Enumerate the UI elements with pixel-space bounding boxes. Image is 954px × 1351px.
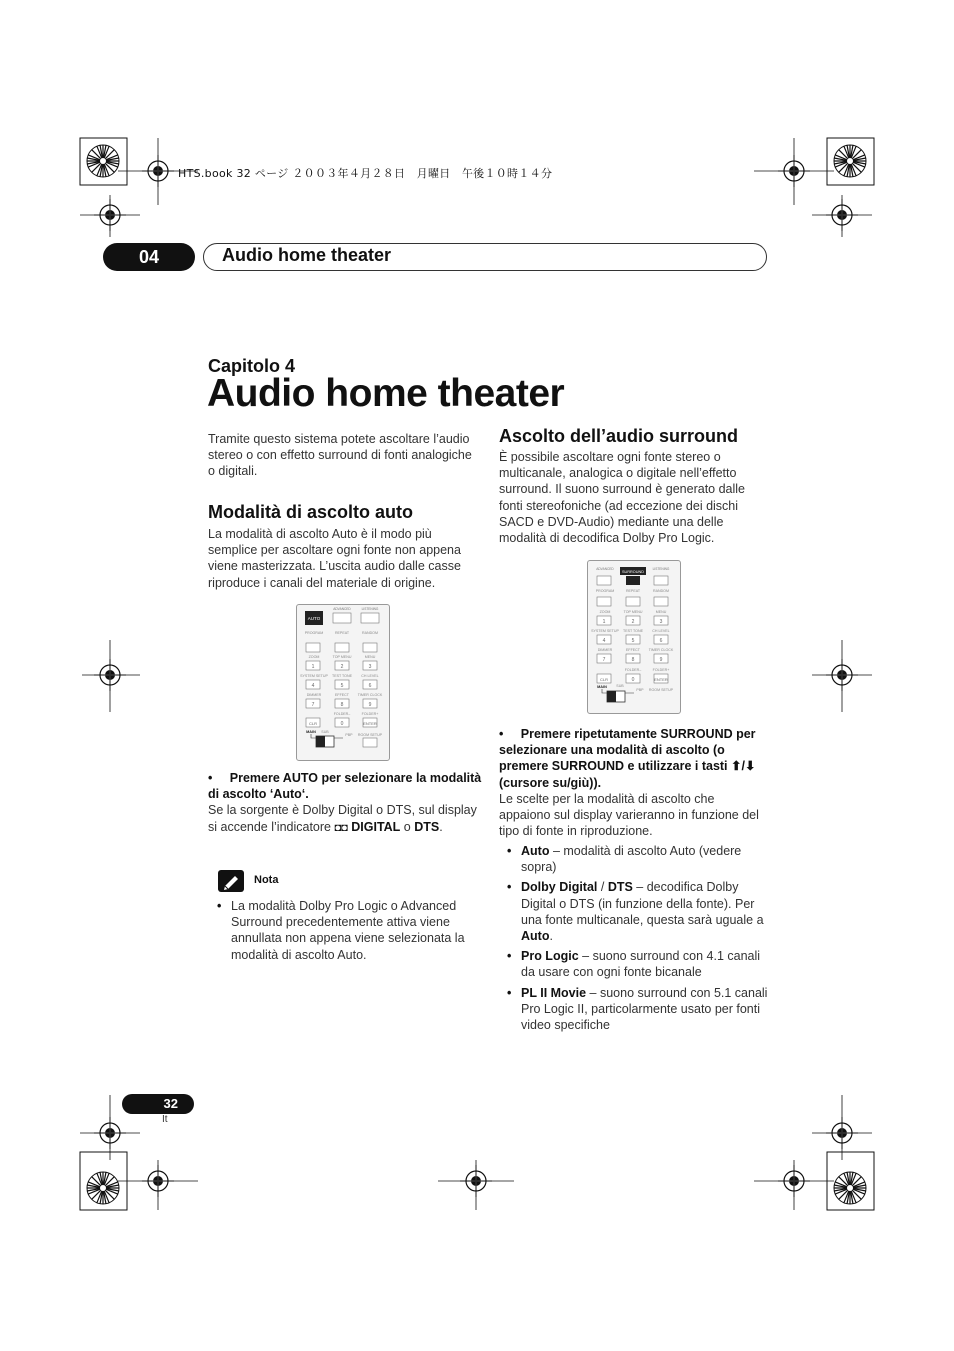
auto-section-body: La modalità di ascolto Auto è il modo più semplice per ascoltare ogni fonte non appena viene masterizzata. L’uscita audio dalle casse riproduce i canali del materiale di origine. [208, 527, 461, 590]
surround-step-note: Le scelte per la modalità di ascolto che appaiono sul display varieranno in funzione del tipo di fonte in riproduzione. [499, 791, 759, 839]
svg-text:8: 8 [631, 657, 635, 663]
svg-text:MENU: MENU [655, 610, 667, 614]
svg-text:TOP MENU: TOP MENU [623, 610, 643, 614]
svg-text:ADVANCED: ADVANCED [596, 567, 614, 571]
svg-text:9: 9 [659, 657, 663, 663]
note-text: • La modalità Dolby Pro Logic o Advanced Surround precedentemente attiva viene annullata non appena viene selezionata la modalità di ascolto Auto. [231, 898, 479, 963]
svg-text:TIMER CLOCK: TIMER CLOCK [648, 648, 674, 652]
note-pencil-icon [218, 870, 244, 892]
svg-text:CLR: CLR [599, 677, 609, 682]
svg-text:1: 1 [311, 664, 315, 670]
auto-step-instruction: Premere AUTO per selezionare la modalità di ascolto ‘Auto‘. [208, 771, 482, 802]
svg-text:DIMMER: DIMMER [306, 693, 322, 697]
svg-text:LISTENING: LISTENING [652, 567, 670, 571]
svg-text:FOLDER+: FOLDER+ [361, 712, 379, 716]
svg-text:ZOOM: ZOOM [599, 610, 611, 614]
svg-text:7: 7 [602, 657, 606, 663]
svg-text:FOLDER+: FOLDER+ [652, 668, 670, 672]
svg-text:AUTO: AUTO [307, 616, 321, 621]
surround-section-body: È possibile ascoltare ogni fonte stereo o multicanale, analogica o digitale nell’effetto surround. Il suono surround è generato dalle fonti stereofoniche (ad eccezione dei dischi SACD e DVD-Audio) mediante una delle modalità di decodifica Dolby Pro Logic. [499, 450, 745, 546]
svg-text:MAIN: MAIN [306, 730, 316, 734]
svg-text:TEST TONE: TEST TONE [623, 629, 643, 633]
auto-section-heading: Modalità di ascolto auto [208, 502, 414, 522]
auto-step-note-pre: Se la sorgente è Dolby Digital o DTS, sul display si accende l’indicatore [208, 803, 477, 834]
svg-text:2: 2 [631, 619, 635, 625]
svg-text:SUB: SUB [616, 684, 624, 688]
mode-item: • Auto – modalità di ascolto Auto (vedere sopra) [521, 843, 771, 875]
svg-text:CH LEVEL: CH LEVEL [652, 629, 670, 633]
svg-text:4: 4 [602, 638, 606, 644]
svg-text:ROOM SETUP: ROOM SETUP [648, 688, 674, 692]
svg-text:ZOOM: ZOOM [308, 655, 320, 659]
mode-item: • Dolby Digital / DTS – decodifica Dolby Digital o DTS (in funzione della fonte). Per una fonte multicanale, questa sarà uguale a Auto. [521, 879, 771, 944]
svg-text:REPEAT: REPEAT [625, 589, 641, 593]
svg-text:PBP: PBP [636, 688, 644, 692]
svg-text:TEST TONE: TEST TONE [332, 674, 352, 678]
svg-text:SYSTEM SETUP: SYSTEM SETUP [300, 674, 328, 678]
svg-text:ENTER: ENTER [363, 721, 377, 726]
chapter-number-badge: 04 [103, 243, 195, 271]
svg-text:TOP MENU: TOP MENU [332, 655, 352, 659]
svg-text:PROGRAM: PROGRAM [304, 631, 324, 635]
remote-keypad-surround [588, 561, 680, 713]
svg-text:SURROUND: SURROUND [622, 570, 644, 574]
svg-text:1: 1 [602, 619, 606, 625]
svg-text:ROOM SETUP: ROOM SETUP [357, 733, 383, 737]
dolby-digital-icon: ◘◘ [334, 821, 348, 834]
digital-indicator: DIGITAL [351, 819, 401, 834]
svg-text:PBP: PBP [345, 733, 353, 737]
chapter-header [203, 243, 767, 271]
svg-text:FOLDER–: FOLDER– [624, 668, 642, 672]
svg-text:RANDOM: RANDOM [653, 589, 669, 593]
page-title: Audio home theater [207, 372, 565, 415]
svg-text:ENTER: ENTER [654, 677, 668, 682]
svg-text:MAIN: MAIN [597, 685, 607, 689]
svg-text:9: 9 [368, 702, 372, 708]
svg-text:5: 5 [631, 638, 635, 644]
svg-text:5: 5 [340, 683, 344, 689]
svg-text:3: 3 [659, 619, 663, 625]
surround-step: • Premere ripetutamente SURROUND per selezionare una modalità di ascolto (o premere SURROUND e utilizzare i tasti ⬆/⬇ (cursore su/giù)). Le scelte per la modalità di ascolto che appaiono sul display varieranno in funzione del tipo di fonte in riproduzione. [499, 727, 759, 839]
svg-text:SUB: SUB [321, 730, 329, 734]
intro-paragraph: Tramite questo sistema potete ascoltare l’audio stereo o con effetto surround di fonti analogiche o digitali. [208, 432, 472, 479]
svg-text:CH LEVEL: CH LEVEL [361, 674, 379, 678]
svg-text:6: 6 [659, 638, 663, 644]
svg-text:3: 3 [368, 664, 372, 670]
svg-text:4: 4 [311, 683, 315, 689]
svg-text:REPEAT: REPEAT [334, 631, 350, 635]
dts-indicator: DTS [414, 819, 440, 834]
svg-text:2: 2 [340, 664, 344, 670]
mode-item: • Pro Logic – suono surround con 4.1 canali da usare con ogni fonte bicanale [521, 948, 771, 980]
svg-text:PROGRAM: PROGRAM [595, 589, 615, 593]
svg-text:0: 0 [340, 721, 344, 727]
page-language: It [162, 1114, 168, 1125]
svg-text:6: 6 [368, 683, 372, 689]
svg-text:EFFECT: EFFECT [335, 693, 349, 697]
chapter-header-title: Audio home theater [222, 245, 392, 265]
auto-step: • Premere AUTO per selezionare la modalità di ascolto ‘Auto‘. Se la sorgente è Dolby Digital o DTS, sul display si accende l’indicatore ◘◘ DIGITAL o DTS. [208, 771, 482, 834]
svg-text:0: 0 [631, 677, 635, 683]
surround-step-instruction: Premere ripetutamente SURROUND per selezionare una modalità di ascolto (o premere SURROUND e utilizzare i tasti ⬆/⬇ (cursore su/giù)). [499, 727, 756, 790]
svg-text:ADVANCED: ADVANCED [333, 607, 351, 611]
svg-text:8: 8 [340, 702, 344, 708]
svg-text:RANDOM: RANDOM [362, 631, 378, 635]
svg-text:CLR: CLR [308, 721, 318, 726]
remote-illustration-auto [296, 604, 390, 761]
chapter-label: Capitolo 4 [208, 356, 296, 376]
remote-illustration-surround [587, 560, 681, 714]
surround-section-heading: Ascolto dell’audio surround [499, 426, 739, 446]
svg-text:MENU: MENU [364, 655, 376, 659]
page-number: 32 [122, 1094, 194, 1114]
svg-text:7: 7 [311, 702, 315, 708]
mode-item: • PL II Movie – suono surround con 5.1 canali Pro Logic II, particolarmente usato per fonti video specifiche [521, 985, 771, 1034]
svg-text:SYSTEM SETUP: SYSTEM SETUP [591, 629, 619, 633]
svg-text:TIMER CLOCK: TIMER CLOCK [357, 693, 383, 697]
print-header: HTS.book 32 ページ ２００３年４月２８日 月曜日 午後１０時１４分 [178, 167, 553, 180]
remote-keypad-auto [297, 605, 389, 760]
svg-text:FOLDER–: FOLDER– [333, 712, 351, 716]
note-item [231, 898, 479, 967]
note-label: Nota [254, 874, 279, 886]
svg-text:EFFECT: EFFECT [626, 648, 640, 652]
listening-modes-list [521, 843, 771, 1037]
svg-text:LISTENING: LISTENING [361, 607, 379, 611]
svg-text:DIMMER: DIMMER [597, 648, 613, 652]
